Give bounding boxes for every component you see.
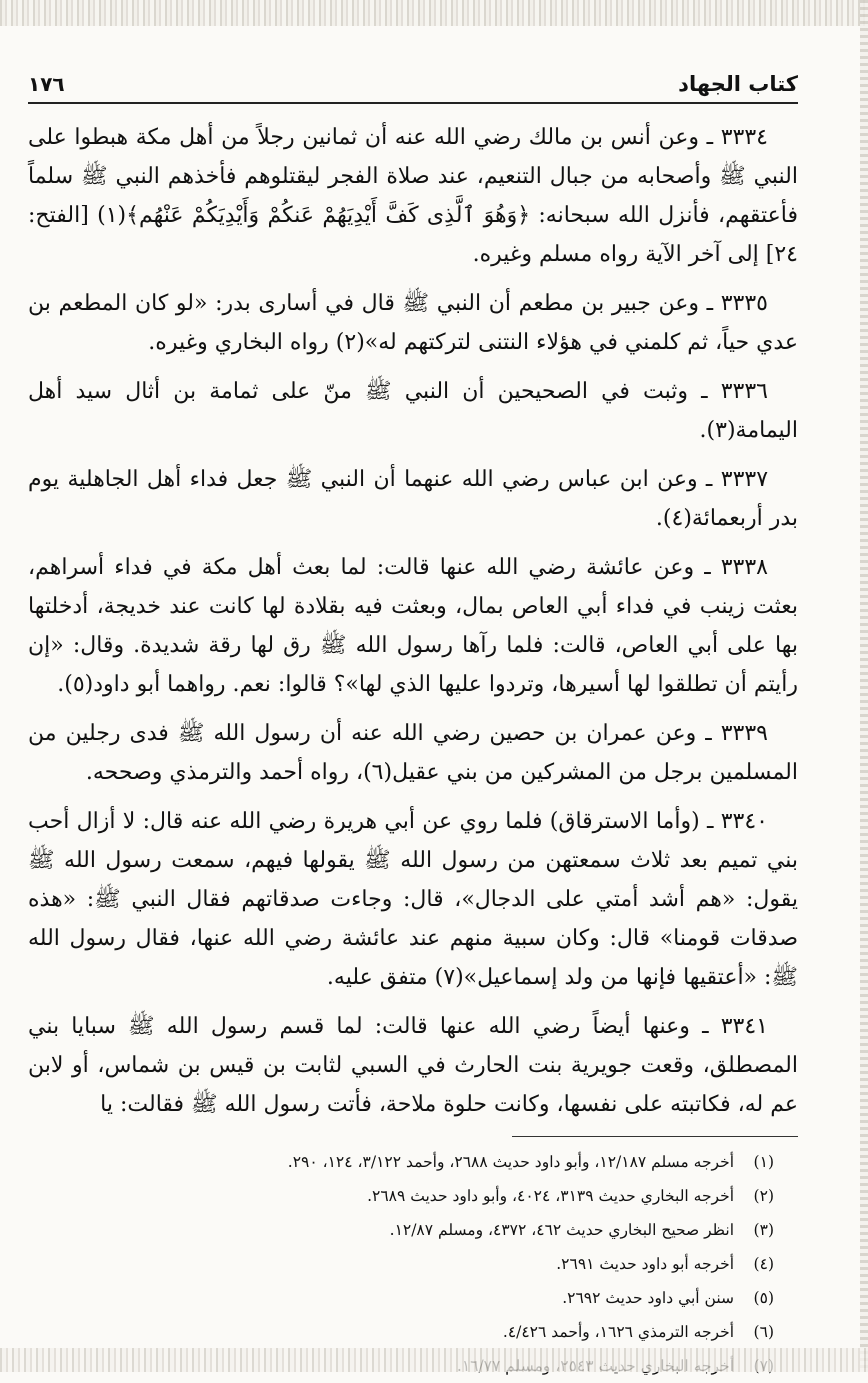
- footnote-text: أخرجه أبو داود حديث ٢٦٩١.: [556, 1255, 734, 1273]
- hadith-3337: ٣٣٣٧ ـ وعن ابن عباس رضي الله عنهما أن النبي ﷺ جعل فداء أهل الجاهلية يوم بدر أربعمائة(٤).: [28, 467, 798, 531]
- footnote-item: [28, 1315, 798, 1349]
- footnote-number: (٥): [753, 1289, 774, 1307]
- footnote-text: سنن أبي داود حديث ٢٦٩٢.: [562, 1289, 734, 1307]
- footnote-item: [28, 1179, 798, 1213]
- hadith-3336: ٣٣٣٦ ـ وثبت في الصحيحين أن النبي ﷺ منّ على ثمامة بن أثال سيد أهل اليمامة(٣).: [28, 379, 798, 443]
- hadith-3340: ٣٣٤٠ ـ (وأما الاسترقاق) فلما روي عن أبي هريرة رضي الله عنه قال: لا أزال أحب بني تميم بعد ثلاث سمعتهن من رسول الله ﷺ يقولها فيهم، سمعت رسول الله ﷺ يقول: «هم أشد أمتي على الدجال»، قال: وجاءت صدقاتهم فقال النبي ﷺ: «هذه صدقات قومنا» قال: وكان سبية منهم عند عائشة رضي الله عنها، فقال رسول الله ﷺ: «أعتقيها فإنها من ولد إسماعيل»(٧) متفق عليه.: [28, 809, 798, 990]
- footnote-number: (٦): [753, 1323, 774, 1341]
- footnote-text: انظر صحيح البخاري حديث ٤٦٢، ٤٣٧٢، ومسلم ١٢/٨٧.: [389, 1221, 734, 1239]
- chapter-title: كتاب الجهاد: [678, 72, 798, 96]
- footnote-number: (٤): [753, 1255, 774, 1273]
- hadith-3341: ٣٣٤١ ـ وعنها أيضاً رضي الله عنها قالت: لما قسم رسول الله ﷺ سبايا بني المصطلق، وقعت جويرية بنت الحارث في السبي لثابت بن قيس بن شماس، أو لابن عم له، فكاتبته على نفسها، وكانت حلوة ملاحة، فأتت رسول الله ﷺ فقالت: يا: [28, 1014, 798, 1117]
- footnote-item: [28, 1213, 798, 1247]
- footnote-item: [28, 1247, 798, 1281]
- footnote-item: [28, 1281, 798, 1315]
- scan-edge-bottom: [0, 1348, 868, 1372]
- footnote-rule: [512, 1136, 798, 1137]
- footnote-number: (٣): [753, 1221, 774, 1239]
- footnote-text: أخرجه البخاري حديث ٣١٣٩، ٤٠٢٤، وأبو داود حديث ٢٦٨٩.: [367, 1187, 734, 1205]
- hadith-entries: [28, 118, 798, 1124]
- hadith-3339: ٣٣٣٩ ـ وعن عمران بن حصين رضي الله عنه أن رسول الله ﷺ فدى رجلين من المسلمين برجل من المشركين من بني عقيل(٦)، رواه أحمد والترمذي وصححه.: [28, 721, 798, 785]
- book-page: [28, 66, 798, 1383]
- footnote-text: أخرجه الترمذي ١٦٢٦، وأحمد ٤/٤٢٦.: [502, 1323, 734, 1341]
- footnote-item: [28, 1145, 798, 1179]
- hadith-3335: ٣٣٣٥ ـ وعن جبير بن مطعم أن النبي ﷺ قال في أسارى بدر: «لو كان المطعم بن عدي حياً، ثم كلمني في هؤلاء النتنى لتركتهم له»(٢) رواه البخاري وغيره.: [28, 291, 798, 355]
- hadith-3338: ٣٣٣٨ ـ وعن عائشة رضي الله عنها قالت: لما بعث أهل مكة في فداء أسراهم، بعثت زينب في فداء أبي العاص بمال، وبعثت فيه بقلادة لها كانت عند خديجة، أدخلتها بها على أبي العاص، قالت: فلما رآها رسول الله ﷺ رق لها رقة شديدة. وقال: «إن رأيتم أن تطلقوا لها أسيرها، وتردوا عليها الذي لها»؟ قالوا: نعم. رواهما أبو داود(٥).: [28, 555, 798, 697]
- header-rule: [28, 102, 798, 104]
- footnote-number: (٢): [753, 1187, 774, 1205]
- page-number: ١٧٦: [28, 72, 65, 96]
- footnote-text: أخرجه مسلم ١٢/١٨٧، وأبو داود حديث ٢٦٨٨، وأحمد ٣/١٢٢، ١٢٤، ٢٩٠.: [287, 1153, 734, 1171]
- running-head: [28, 66, 798, 102]
- scan-edge-top: [0, 0, 868, 26]
- scan-edge-right: [860, 0, 868, 1372]
- hadith-3334: ٣٣٣٤ ـ وعن أنس بن مالك رضي الله عنه أن ثمانين رجلاً من أهل مكة هبطوا على النبي ﷺ وأصحابه من جبال التنعيم، عند صلاة الفجر ليقتلوهم فأخذهم النبي ﷺ سلماً فأعتقهم، فأنزل الله سبحانه: ﴿وَهُوَ ٱلَّذِى كَفَّ أَيْدِيَهُمْ عَنكُمْ وَأَيْدِيَكُمْ عَنْهُم﴾(١) [الفتح: ٢٤] إلى آخر الآية رواه مسلم وغيره.: [28, 125, 798, 267]
- footnote-number: (١): [753, 1153, 774, 1171]
